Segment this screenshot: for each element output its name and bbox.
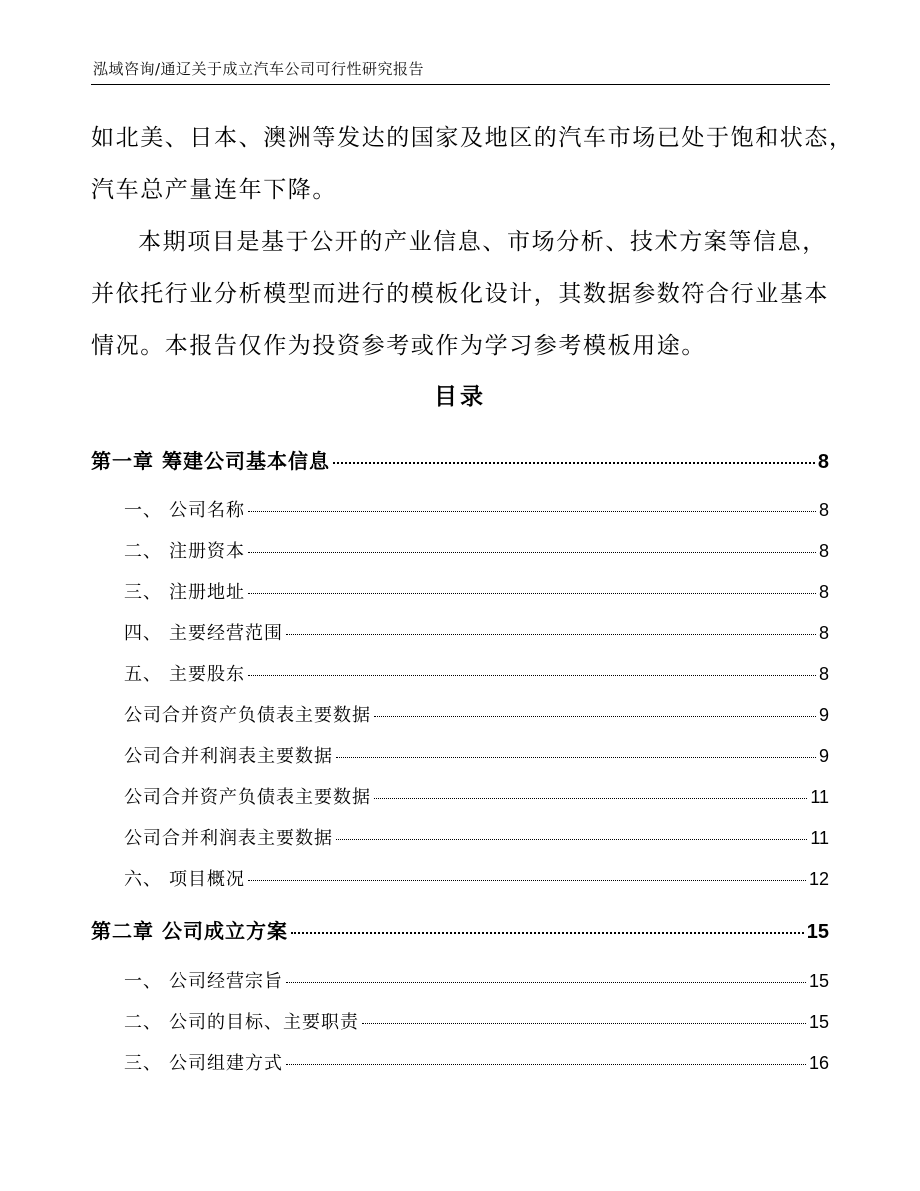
- body-paragraph-2: [91, 216, 830, 372]
- toc-entry-number: 二、: [124, 541, 162, 562]
- toc-entry-label: 第一章 筹建公司基本信息: [91, 449, 330, 473]
- toc-entry[interactable]: [124, 783, 829, 809]
- toc-entry-label: 公司合并利润表主要数据: [124, 746, 333, 767]
- toc-entry[interactable]: [124, 496, 829, 522]
- toc-entry-label: 公司的目标、主要职责: [169, 1012, 359, 1033]
- toc-entry[interactable]: [124, 742, 829, 768]
- paragraph-line: 并依托行业分析模型而进行的模板化设计，其数据参数符合行业基本: [91, 281, 829, 307]
- toc-entry-label: 公司合并利润表主要数据: [124, 828, 333, 849]
- toc-leader: [336, 839, 807, 840]
- toc-leader: [286, 982, 806, 983]
- toc-entry-number: 五、: [124, 664, 162, 685]
- toc-entry-label: 公司合并资产负债表主要数据: [124, 787, 371, 808]
- toc-entry[interactable]: [124, 578, 829, 604]
- toc-leader: [286, 634, 816, 635]
- toc-entry[interactable]: [124, 824, 829, 850]
- toc-leader: [336, 757, 816, 758]
- toc-entry[interactable]: [124, 1008, 829, 1034]
- toc-leader: [286, 1064, 806, 1065]
- toc-entry-label: 公司组建方式: [169, 1053, 283, 1074]
- toc-entry[interactable]: [124, 537, 829, 563]
- toc-entry[interactable]: [124, 1049, 829, 1075]
- toc-entry-page: 16: [808, 1053, 829, 1073]
- toc-entry-page: 11: [810, 787, 829, 807]
- toc-leader: [362, 1023, 806, 1024]
- toc-entry-number: 四、: [124, 623, 162, 644]
- toc-entry-page: 9: [818, 705, 829, 725]
- toc-entry-page: 15: [808, 971, 829, 991]
- toc-entry-label: 第二章 公司成立方案: [91, 919, 288, 943]
- toc-entry-page: 8: [818, 623, 829, 643]
- header-divider: [91, 84, 830, 85]
- paragraph-line: 本期项目是基于公开的产业信息、市场分析、技术方案等信息，: [138, 229, 827, 255]
- toc-entry[interactable]: [124, 619, 829, 645]
- toc-leader: [248, 593, 816, 594]
- toc-entry[interactable]: [124, 865, 829, 891]
- paragraph-line: 汽车总产量连年下降。: [91, 177, 337, 203]
- toc-entry-page: 12: [808, 869, 829, 889]
- toc-entry-page: 8: [818, 664, 829, 684]
- toc-leader: [248, 511, 816, 512]
- toc-leader: [291, 932, 804, 934]
- toc-entry[interactable]: [124, 701, 829, 727]
- toc-entry-number: 一、: [124, 500, 162, 521]
- toc-entry-page: 8: [818, 541, 829, 561]
- toc-entry-chapter-1[interactable]: [91, 445, 829, 474]
- toc-entry-label: 主要经营范围: [169, 623, 283, 644]
- toc-entry-page: 15: [806, 921, 829, 943]
- toc-entry-page: 9: [818, 746, 829, 766]
- toc-entry-label: 注册资本: [169, 541, 245, 562]
- toc-entry-page: 15: [808, 1012, 829, 1032]
- toc-entry-label: 公司名称: [169, 500, 245, 521]
- paragraph-line: 情况。本报告仅作为投资参考或作为学习参考模板用途。: [91, 333, 706, 359]
- toc-entry-label: 项目概况: [169, 869, 245, 890]
- paragraph-line: 如北美、日本、澳洲等发达的国家及地区的汽车市场已处于饱和状态，: [91, 125, 854, 151]
- toc-title: 目录: [434, 384, 486, 410]
- toc-entry-label: 主要股东: [169, 664, 245, 685]
- toc-entry-page: 8: [818, 500, 829, 520]
- toc-leader: [374, 716, 816, 717]
- toc-entry-page: 8: [818, 582, 829, 602]
- toc-entry-number: 三、: [124, 582, 162, 603]
- toc-entry-number: 一、: [124, 971, 162, 992]
- toc-leader: [248, 552, 816, 553]
- toc-entry-number: 六、: [124, 869, 162, 890]
- toc-entry-page: 8: [817, 451, 829, 473]
- toc-leader: [374, 798, 807, 799]
- toc-leader: [333, 462, 815, 464]
- toc-entry-label: 注册地址: [169, 582, 245, 603]
- toc-leader: [248, 675, 816, 676]
- toc-entry-number: 三、: [124, 1053, 162, 1074]
- toc-entry-number: 二、: [124, 1012, 162, 1033]
- toc-entry-page: 11: [810, 828, 829, 848]
- toc-entry[interactable]: [124, 660, 829, 686]
- toc-entry-chapter-2[interactable]: [91, 915, 829, 944]
- body-paragraph-1: [91, 112, 854, 216]
- toc-leader: [248, 880, 806, 881]
- toc-entry-label: 公司经营宗旨: [169, 971, 283, 992]
- header-title: 泓域咨询/通辽关于成立汽车公司可行性研究报告: [93, 60, 425, 78]
- toc-entry[interactable]: [124, 967, 829, 993]
- toc-entry-label: 公司合并资产负债表主要数据: [124, 705, 371, 726]
